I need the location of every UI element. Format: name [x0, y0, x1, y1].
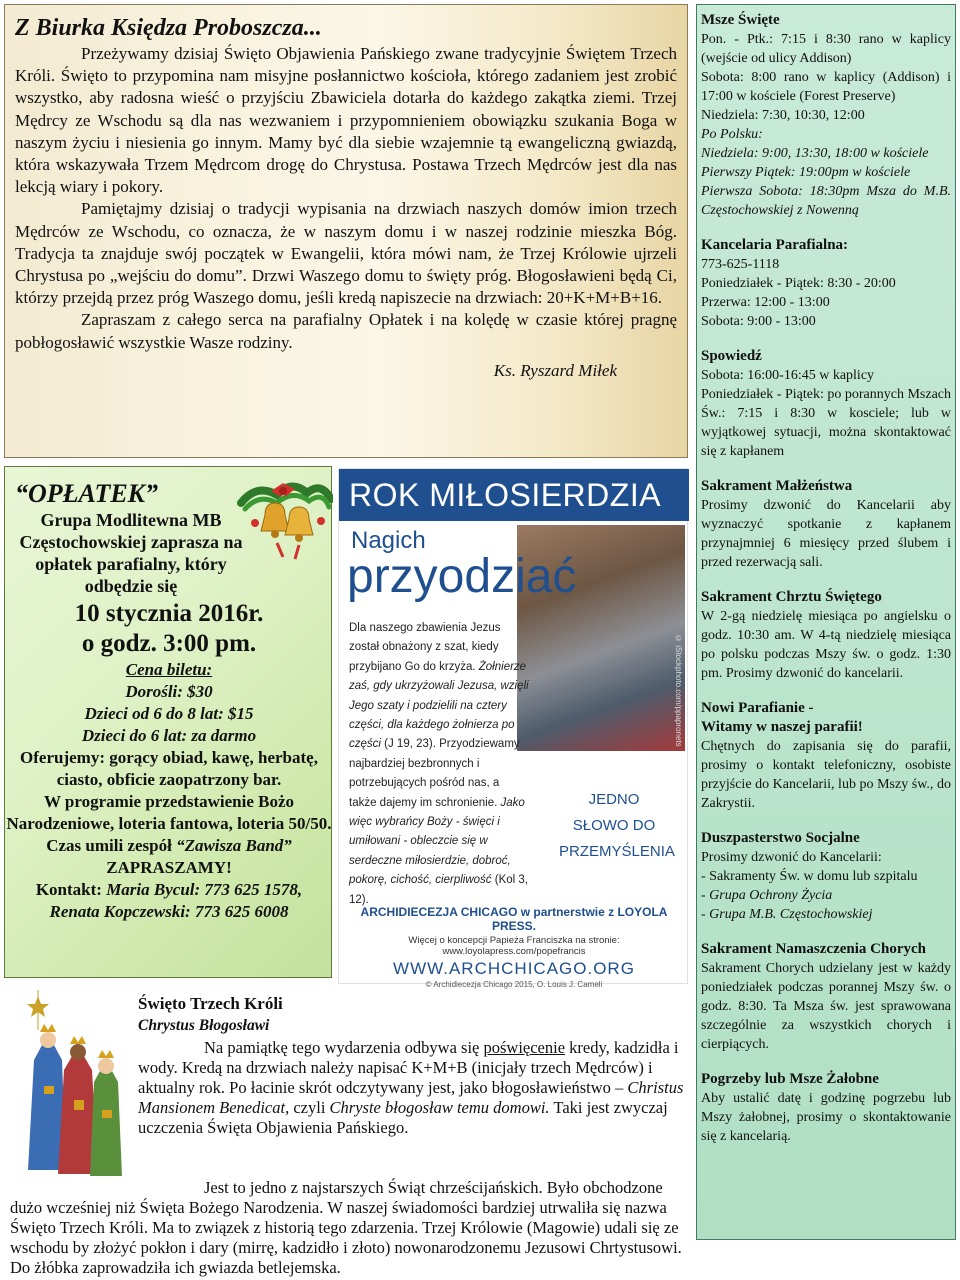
parish-info-column — [696, 4, 956, 1240]
poster-body-part-2: Żołnierze zaś, gdy ukrzyżowali Jezusa, wzięli Jego szaty i podzielili na cztery części, dla każdego żołnierza po części — [349, 660, 529, 751]
oplatek-invite: ZAPRASZAMY! — [106, 858, 232, 877]
poster-body-text — [349, 619, 529, 910]
poster-footer-more: Więcej o koncepcji Papieża Franciszka na stronie: www.loyolapress.com/popefrancis — [408, 935, 620, 957]
mass-polish-sunday: Niedziela: 9:00, 13:30, 18:00 w kościele — [701, 146, 929, 161]
mass-polish-label: Po Polsku: — [701, 127, 763, 142]
poster-subtitle-przyodziac: przyodziać — [347, 550, 577, 603]
social-ministry-item-1: - Sakramenty Św. w domu lub szpitalu — [701, 869, 918, 884]
christmas-bells-icon — [237, 473, 333, 563]
mass-sunday: Niedziela: 7:30, 10:30, 12:00 — [701, 108, 865, 123]
pastor-letter — [4, 4, 688, 458]
poster-body-part-5: (Kol 3, 12). — [349, 874, 528, 906]
poster-body-part-4: Jako więc wybrańcy Boży - święci i umiłowani - obleczcie się w serdeczne miłosierdzie, dobroć, pokorę, cichość, cierpliwość — [349, 796, 525, 887]
three-kings-paragraph-2 — [10, 1178, 686, 1278]
poster-photo-credit: © iStockphoto.com/ppapronets — [674, 634, 683, 747]
poster-footer-copyright: © Archidiecezja Chicago 2015, O. Louis J. Cameli — [425, 980, 603, 989]
kings-p1-latin: Christus Mansionem Benedicat, — [138, 1078, 684, 1117]
marriage-heading: Sakrament Małżeństwa — [701, 478, 853, 494]
oplatek-price-adults: Dorośli: $30 — [125, 682, 213, 701]
rok-milosierdzia-poster — [338, 468, 688, 989]
baptism-text: W 2-gą niedzielę miesiąca po angielsku o godz. 10:30 am. W 4-tą niedzielę miesiąca po polsku podczas Mszy św. o godz. 1:30 pm. Prosimy dzwonić do kancelarii. — [701, 609, 951, 681]
oplatek-band-name: “Zawisza Band” — [176, 836, 292, 855]
funeral-heading: Pogrzeby lub Msze Żałobne — [701, 1071, 879, 1087]
oplatek-contact-2: Renata Kopczewski: 773 625 6008 — [49, 902, 289, 921]
kings-p1-c: czyli — [293, 1098, 326, 1117]
new-parishioners-text: Chętnych do zapisania się do parafii, prosimy o kontakt telefoniczny, osobiste przyjście do Kancelarii, lub po Mszy św., do Zakrystii. — [701, 739, 951, 811]
kings-p1-translation: Chryste błogosław temu domowi. — [329, 1098, 550, 1117]
confession-weekday: Poniedziałek - Piątek: po porannych Mszach Św.: 7:15 i 8:30 w kosciele; lub w wyjątkowej sytuacji, można skontaktować się z kapłanem — [701, 387, 951, 459]
poster-footer — [339, 905, 689, 989]
confession-heading: Spowiedź — [701, 348, 762, 364]
mass-schedule-heading: Msze Święte — [701, 12, 780, 28]
oplatek-title: “OPŁATEK” — [15, 479, 159, 508]
office-phone: 773-625-1118 — [701, 257, 780, 272]
kings-p1-a: Na pamiątkę tego wydarzenia odbywa się — [204, 1038, 480, 1057]
oplatek-time: o godz. 3:00 pm. — [81, 630, 257, 657]
oplatek-offer: Oferujemy: gorący obiad, kawę, herbatę, ciasto, obficie zaopatrzony bar. — [20, 748, 318, 789]
anointing-text: Sakrament Chorych udzielany jest w każdy poniedziałek podczas porannej Mszy św. o godz. 8:30. Ta Msza św. jest sprawowana szczególnie za wszystkich chorych i cierpiących. — [701, 961, 951, 1052]
oplatek-contact — [5, 879, 333, 901]
oplatek-price-kids-2: Dzieci do 6 lat: za darmo — [81, 726, 257, 745]
kings-p2-text: Jest to jedno z najstarszych Świąt chrześcijańskich. Było obchodzone dużo wcześniej niż Święta Bożego Narodzenia. W naszej świadomości bardziej utrwaliła się nazwa Święto Trzech Króli. Ma to związek z historią tego zdarzenia. Trzej Królowie (Magowie) udali się ze wschodu by złożyć pokłon i dary (mirrę, kadzidło i złoto) nowonarodzonemu Jezusowi Chrtystusowi. Do żłóbka zaprowadziła ich gwiazda betlejemska. — [10, 1178, 682, 1277]
oplatek-price-label: Cena biletu: — [125, 660, 213, 679]
oplatek-band-prefix: Czas umili zespół — [46, 836, 172, 855]
poster-subtitle-nagich: Nagich — [351, 527, 426, 554]
new-parishioners-heading-2: Witamy w naszej parafii! — [701, 719, 863, 735]
social-ministry-section — [701, 829, 951, 924]
office-heading: Kancelaria Parafialna: — [701, 237, 849, 253]
mass-first-saturday: Pierwsza Sobota: 18:30pm Msza do M.B. Częstochowskiej z Nowenną — [701, 184, 951, 218]
three-kings-title: Święto Trzech Króli — [138, 994, 283, 1013]
oplatek-box — [4, 466, 332, 978]
three-kings-article — [10, 994, 690, 1277]
oplatek-details — [5, 599, 333, 923]
three-kings-paragraph-1 — [138, 1038, 686, 1138]
funeral-section — [701, 1070, 951, 1146]
kings-p1-underlined: poświęcenie — [483, 1038, 566, 1057]
confession-section — [701, 347, 951, 461]
anointing-section — [701, 940, 951, 1054]
oplatek-price-kids-1: Dzieci od 6 do 8 lat: $15 — [84, 704, 254, 723]
baptism-section — [701, 588, 951, 683]
social-ministry-item-2: - Grupa Ochrony Życia — [701, 888, 833, 903]
pastor-paragraph-2: Pamiętajmy dzisiaj o tradycji wypisania na drzwiach naszych domów imion trzech Mędrców ze Wschodu, co oznacza, że w naszym domu i w naszej rodzinie mieszka Bóg. Tradycja ta znajduje swój początek w Ewangelii, która mówi nam, że Trzej Królowie ujrzeli Chrystusa po „wejściu do domu”. Drzwi Waszego domu to święty próg. Błogosławieni będą Ci, którzy przejdą przez próg Waszego domu, jeśli kredą napiszecie na drzwiach: 20+K+M+B+16. — [15, 199, 677, 308]
office-break: Przerwa: 12:00 - 13:00 — [701, 295, 830, 310]
confession-saturday: Sobota: 16:00-16:45 w kaplicy — [701, 368, 875, 383]
mass-weekday: Pon. - Ptk.: 7:15 i 8:30 rano w kaplicy (wejście od ulicy Addison) — [701, 32, 951, 66]
new-parishioners-section — [701, 699, 951, 813]
pastor-paragraph-1: Przeżywamy dzisiaj Święto Objawienia Pańskiego zwane tradycyjnie Świętem Trzech Króli. Święto to przypomina nam misyjne posłannictwo kościoła, którego zadaniem jest zrobić wszystko, aby radosna wieść o przyjściu Zbawiciela dotarła do każdego zakątka ziemi. Trzej Mędrcy ze Wschodu są dla nas wezwaniem i przypomnieniem obowiązku szukania Boga w naszym życiu i niesienia go innym. Mamy być dla siebie wzajemnie tą ewangeliczną gwiazdą, która wskazywała Trzem Mędrcom drogę do Chrystusa. Postawa Trzech Mędrców jest dla nas lekcją wiary i pokory. — [15, 44, 677, 197]
oplatek-band — [5, 835, 333, 857]
office-section — [701, 236, 951, 331]
marriage-text: Prosimy dzwonić do Kancelarii aby wyznaczyć spotkanie z kapłanem przynajmniej 6 miesięcy przed ślubem i przed rezerwacją sali. — [701, 498, 951, 570]
office-hours-weekday: Poniedziałek - Piątek: 8:30 - 20:00 — [701, 276, 896, 291]
poster-jedno-slowo: JEDNO SŁOWO DO PRZEMYŚLENIA — [559, 791, 675, 860]
kings-p1-d: Taki jest zwyczaj uczczenia Święta Objawienia Pańskiego. — [138, 1098, 668, 1137]
social-ministry-heading: Duszpasterstwo Socjalne — [701, 830, 860, 846]
office-hours-saturday: Sobota: 9:00 - 13:00 — [701, 314, 816, 329]
poster-body-part-3: (J 19, 23). Przyodziewamy najbardziej bezbronnych i potrzebujących pośród nas, a także dajemy im schronienie. — [349, 738, 520, 809]
poster-title: ROK MIŁOSIERDZIA — [349, 477, 662, 513]
new-parishioners-heading-1: Nowi Parafianie - — [701, 700, 814, 716]
baptism-heading: Sakrament Chrztu Świętego — [701, 589, 882, 605]
oplatek-contact-label: Kontakt: — [35, 880, 102, 899]
pastor-title: Z Biurka Księdza Proboszcza... — [15, 15, 322, 41]
social-ministry-text: Prosimy dzwonić do Kancelarii: — [701, 850, 882, 865]
mass-schedule-section — [701, 11, 951, 220]
mass-first-friday: Pierwszy Piątek: 19:00pm w kościele — [701, 165, 911, 180]
three-kings-subtitle: Chrystus Błogosławi — [138, 1017, 270, 1034]
kings-p1-b: kredy, kadzidła i wody. Kredą na drzwiach należy napisać K+M+B (inicjały trzech Mędrców) i aktualny rok. Po łacinie skrót odczytywany jest, jako błogosławieństwo – — [138, 1038, 679, 1097]
social-ministry-item-3: - Grupa M.B. Częstochowskiej — [701, 907, 873, 922]
pastor-signature: Ks. Ryszard Miłek — [493, 360, 617, 380]
poster-body-part-1: Dla naszego zbawienia Jezus został obnażony z szat, kiedy przybijano Go do krzyża. — [349, 622, 501, 673]
mass-saturday: Sobota: 8:00 rano w kaplicy (Addison) i 17:00 w kościele (Forest Preserve) — [701, 70, 951, 104]
anointing-heading: Sakrament Namaszczenia Chorych — [701, 941, 926, 957]
poster-footer-url[interactable]: WWW.ARCHCHICAGO.ORG — [393, 959, 635, 978]
oplatek-program: W programie przedstawienie Bożo Narodzeniowe, loteria fantowa, loteria 50/50. — [6, 792, 332, 833]
poster-footer-partner: ARCHIDIECEZJA CHICAGO w partnerstwie z LOYOLA PRESS. — [360, 905, 668, 933]
oplatek-group-text: Grupa Modlitewna MB Częstochowskiej zaprasza na opłatek parafialny, który odbędzie się — [19, 510, 243, 596]
pastor-paragraph-3: Zapraszam z całego serca na parafialny Opłatek i na kolędę w czasie której pragnę pobłogosławić wszystkie Wasze rodziny. — [15, 310, 677, 352]
funeral-text: Aby ustalić datę i godzinę pogrzebu lub Mszy żałobnej, prosimy o skontaktowanie się z kancelarią. — [701, 1091, 951, 1144]
oplatek-date: 10 stycznia 2016r. — [74, 600, 264, 627]
oplatek-contact-1: Maria Bycul: 773 625 1578, — [106, 880, 303, 899]
marriage-section — [701, 477, 951, 572]
